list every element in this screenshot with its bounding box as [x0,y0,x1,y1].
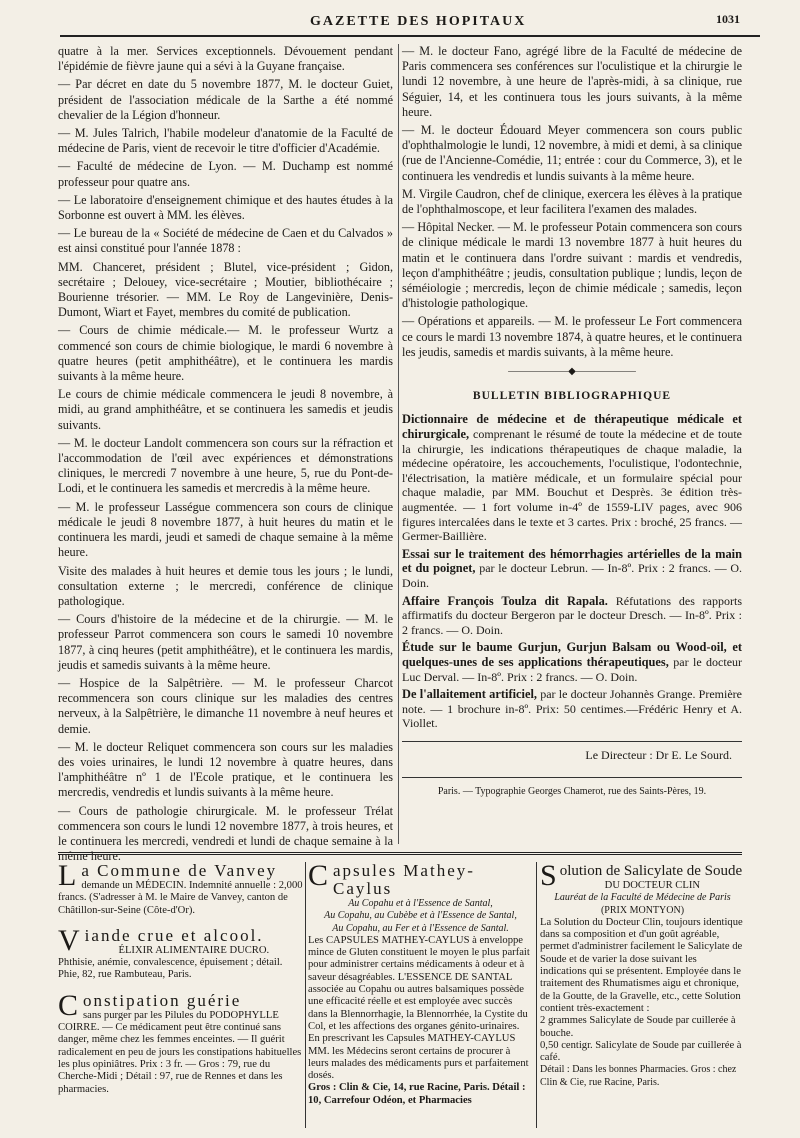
paragraph: Visite des malades à huit heures et demie tous les jours ; le lundi, consultation externe ; le mercredi, conférence de clinique pathologique. [58,563,393,608]
paragraph: — Par décret en date du 5 novembre 1877, M. le docteur Guiet, président de l'association médicale de la Sarthe a été nommé chevalier de la Légion d'honneur. [58,77,393,122]
drop-cap: S [540,859,557,892]
ad-viande [58,923,303,982]
entry-title: Étude sur le baume Gurjun, Gurjun Balsam ou Wood-oil, et quelques-unes de ses applications thérapeutiques, [402,640,742,669]
journal-title: GAZETTE DES HOPITAUX [310,14,527,29]
header-rule [60,35,760,37]
entry-text: Réfutations des rapports affirmatifs du docteur Bergeron par le docteur Dresch. — In-8º. Prix : 2 francs. — O. Doin. [402,593,742,637]
ad-line [308,923,533,935]
paragraph: — Hospice de la Salpêtrière. — M. le professeur Charcot recommencera son cours clinique sur les maladies des centres nerveux, à la Salpêtrière, le dimanche 11 novembre à neuf heures et demie. [58,675,393,736]
ad-subheading: DU DOCTEUR CLIN [604,880,701,891]
ad-dose: 0,50 centigr. Salicylate de Soude par cuillerée à café. [540,1039,742,1064]
paragraph: — Cours de pathologie chirurgicale. M. le professeur Trélat commencera son cours le lundi 12 novembre 1877, à trois heures, et le continuera les mercredi, vendredi et lundi de chaque semaine à la même heure. [58,803,393,864]
ad-address: Détail : Dans les bonnes Pharmacies. Gros : chez Clin & Cie, rue Racine, Paris. [540,1064,737,1088]
ad-text: La Solution du Docteur Clin, toujours identique dans sa composition et d'un goût agréable, permet d'administrer facilement le Salicylate de Soude et de varier la dose suivant les indications qui se présentent. Employée dans le traitement des Rhumatismes aigu et chronique, de la Goutte, de la Gravelle, etc., cette Solution contient très-exactement : [540,916,743,1014]
ad-dose: 2 grammes Salicylate de Soude par cuillerée à bouche. [540,1015,736,1039]
paragraph: quatre à la mer. Services exceptionnels. Dévouement pendant l'épidémie de fièvre jaune qui a sévi à la Guyane française. [58,44,393,74]
ad-heading [58,988,303,1022]
paragraph: Le cours de chimie médicale commencera le jeudi 8 novembre, à midi, au grand amphithéâtre, et se continuera les samedis et jeudis suivants. [58,387,393,432]
ad-solution [540,859,745,1089]
ad-commune [58,859,303,917]
ads-column-right [540,859,745,1130]
ad-line-text: Au Copahu et à l'Essence de Santal, [348,898,493,909]
ad-laureat [540,892,745,904]
paragraph: — M. Jules Talrich, l'habile modeleur d'anatomie de la Faculté de médecine de Paris, vient de recevoir le titre d'officier d'Académie. [58,126,393,156]
page-number: 1031 [716,12,740,26]
paragraph: — M. le docteur Fano, agrégé libre de la Faculté de médecine de Paris commencera ses conférences sur l'oculistique et la chirurgie le lundi 12 novembre, à une heure de l'après-midi, à sa clinique, rue Séguier, 14, et les continuera tous les jours suivants, à la même heure. [402,44,742,119]
paragraph: — Opérations et appareils. — M. le professeur Le Fort commencera ce cours le mardi 13 novembre 1874, à quatre heures, et le continuera les jeudis, samedis et mardis suivants, à la même heure. [402,314,742,359]
ad-text: Les CAPSULES MATHEY-CAYLUS à enveloppe mince de Gluten constituent le moyen le plus parfait pour administrer certains médicaments à odeur et à saveur désagréables. L'ESSENCE DE SANTAL associée au Copahu ou autres balsamiques possède une efficacité réelle et est employée avec succès dans la Blennorrhagie, la Blennorrhée, la Cystite du Col, et les affections des organes génito-urinaires. En prescrivant les Capsules MATHEY-CAYLUS MM. les Médecins seront certains de procurer à leurs malades des médicaments purs et parfaitement dosés. [308,934,530,1082]
entry-title: Dictionnaire de médecine et de thérapeutique médicale et chirurgicale, [402,412,742,442]
right-column [402,44,742,844]
entry-text: comprenant le résumé de toute la médecine et de toute la chirurgie, les indications thérapeutiques de chaque maladie, la médecine opératoire, les accouchements, l'oculistique, l'odontechnie, l'électrisation, la matière médicale, et un formulaire spécial pour chaque maladie, par MM. Bouchut et Desprès. 3e édition très-augmentée. — 1 fort volume in-4º de 1559-LIV pages, avec 906 figures intercalées dans le texte et 3 cartes. Prix : broché, 25 francs. — Germer-Baillière. [402,427,743,544]
entry-title: Affaire François Toulza dit Rapala. [402,593,608,608]
bibliography-entry [402,640,742,684]
ads-column-middle [308,859,533,1130]
ad-line-text: Au Copahu, au Cubèbe et à l'Essence de Santal, [324,910,517,922]
ad-line [308,910,533,922]
ad-text: demande un MÉDECIN. Indemnité annuelle : 2,000 francs. (S'adresser à M. le Maire de Vanvey, canton de Châtillon-sur-Seine (Côte-d'Or). [58,880,303,916]
director-line: Le Directeur : Dr E. Le Sourd. [402,741,742,763]
ad-heading-text: iande crue et alcool. [84,925,264,945]
bibliography-entry [402,594,742,638]
paragraph: — Le bureau de la « Société de médecine de Caen et du Calvados » est ainsi constitué pour l'année 1878 : [58,226,393,256]
ad-text: sans purger par les Pilules du PODOPHYLLE COIRRE. — Ce médicament peut être continué sans danger, même chez les femmes enceintes. — Il guérit radicalement en peu de jours les constipations habituelles les plus opiniâtres. Prix : 3 fr. — Gros : 79, rue du Cherche-Midi ; Détail : 97, rue de Rennes et dans les pharmacies. [58,1009,302,1095]
drop-cap: C [58,988,81,1022]
ad-heading [58,859,303,892]
entry-text: par le docteur Johannès Grange. Première note. — 1 brochure in-8º. Prix: 50 centimes.—Frédéric Henry et A. Viollet. [402,687,742,731]
paragraph: — Faculté de médecine de Lyon. — M. Duchamp est nommé professeur pour quatre ans. [58,159,393,189]
ad-laureat-text: Lauréat de la Faculté de Médecine de Paris [554,892,731,904]
entry-title: De l'allaitement artificiel, [402,687,537,702]
paragraph: — Cours de chimie médicale.— M. le professeur Wurtz a commencé son cours de chimie biologique, le mardi 6 novembre à quatre heures (petit amphithéâtre), et le continuera les mardis suivants à la même heure. [58,323,393,384]
entry-text: par le docteur Luc Derval. — In-8º. Prix : 2 francs. — O. Doin. [402,654,743,684]
paragraph: MM. Chanceret, président ; Blutel, vice-président ; Gidon, secrétaire ; Delouey, vice-secrétaire ; Moutier, bibliothécaire ; Bourienne trésorier. — MM. Le Roy de Langevinière, Denis-Dumont, Wiart et Fayet, membres du comité de publication. [58,259,393,320]
ads-column-left [58,859,303,1130]
bibliography-entry [402,412,742,543]
bibliography-entry [402,687,742,731]
ad-address: Gros : Clin & Cie, 14, rue Racine, Paris. Détail : 10, Carrefour Odéon, et Pharmacies [308,1082,526,1106]
ad-prix: (PRIX MONTYON) [600,904,685,916]
ad-heading [308,859,533,898]
paragraph: — Le laboratoire d'enseignement chimique et des hautes études à la Sorbonne est ouvert à MM. les élèves. [58,192,393,223]
drop-cap: L [58,859,79,892]
ad-capsules [308,859,533,1107]
paragraph: — M. le professeur Lasségue commencera son cours de clinique médicale le jeudi 8 novembre 1877, à huit heures du matin et le continuera les mardi, jeudi et samedi de chaque semaine à la même heure. [58,499,393,560]
column-divider [398,44,399,844]
paragraph: M. Virgile Caudron, chef de clinique, exercera les élèves à la pratique de l'ophthalmoscope, et leur facilitera l'examen des malades. [402,186,742,217]
entry-title: Essai sur le traitement des hémorrhagies artérielles de la main et du poignet, [402,546,742,576]
entry-text: par le docteur Lebrun. — In-8º. Prix : 2 francs. — O. Doin. [402,561,742,590]
bulletin-title: BULLETIN BIBLIOGRAPHIQUE [472,390,672,403]
paragraph: — M. le docteur Landolt commencera son cours sur la réfraction et l'accommodation de l'œil avec expériences et démonstrations cliniques, le mercredi 7 novembre à une heure, 5, rue du Pont-de-Lodi, et le continuera les samedis et mercredis à la même heure. [58,435,393,496]
ads-rule [58,852,742,855]
ad-line-text: Au Copahu, au Fer et à l'Essence de Santal. [332,922,509,934]
ad-line [308,898,533,910]
paragraph: — M. le docteur Reliquet commencera son cours sur les maladies des voies urinaires, le lundi 12 novembre à quatre heures, dans l'amphithéâtre nº 1 de l'Ecole pratique, et le continuera les mercredis, vendredis et lundis suivants à la même heure. [58,739,393,800]
drop-cap: V [58,923,82,957]
page-header [60,10,760,40]
ad-text: Phthisie, anémie, convalescence, épuisement ; détail. Phie, 82, rue Rambuteau, Paris. [58,957,283,981]
ad-heading-text: onstipation guérie [83,990,242,1010]
bibliography-entry [402,547,742,591]
left-column [58,44,393,864]
paragraph: — M. le docteur Édouard Meyer commencera son cours public d'ophthalmologie le lundi, 12 novembre, à midi et demi, à sa clinique (rue de l'Ancienne-Comédie, 11; entrée : cour du Commerce, 3), et le continuera les vendredis et lundis suivants à la même heure. [402,123,742,183]
drop-cap: C [308,859,331,892]
ad-heading-text: a Commune de Vanvey [81,861,278,880]
ad-subheading: ÉLIXIR ALIMENTAIRE DUCRO. [118,944,270,956]
section-ornament: ——————◆—————— [508,366,636,378]
ad-heading-text: olution de Salicylate de Soude [559,863,743,879]
ad-constipation [58,988,303,1096]
paragraph: — Cours d'histoire de la médecine et de la chirurgie. — M. le professeur Parrot commencera son cours le samedi 10 novembre 1877, à cinq heures (petit amphithéâtre), et le continuera les mardis, jeudis et samedis suivants à la même heure. [58,612,393,672]
ad-divider [305,862,306,1128]
ad-heading-text: apsules Mathey-Caylus [333,861,475,898]
ad-divider [536,862,537,1128]
imprint-line: Paris. — Typographie Georges Chamerot, rue des Saints-Pères, 19. [402,777,742,799]
paragraph: — Hôpital Necker. — M. le professeur Potain commencera son cours de clinique médicale le mardi 13 novembre 1877 à huit heures du matin et le continuera dans l'ordre suivant : mardis et vendredis, leçon d'amphithéâtre ; jeudis, consultation publique ; lundis, leçon de séméiologie ; mercredis, leçon de chimie médicale ; samedis, leçon d'histologie pathologique. [402,220,742,311]
